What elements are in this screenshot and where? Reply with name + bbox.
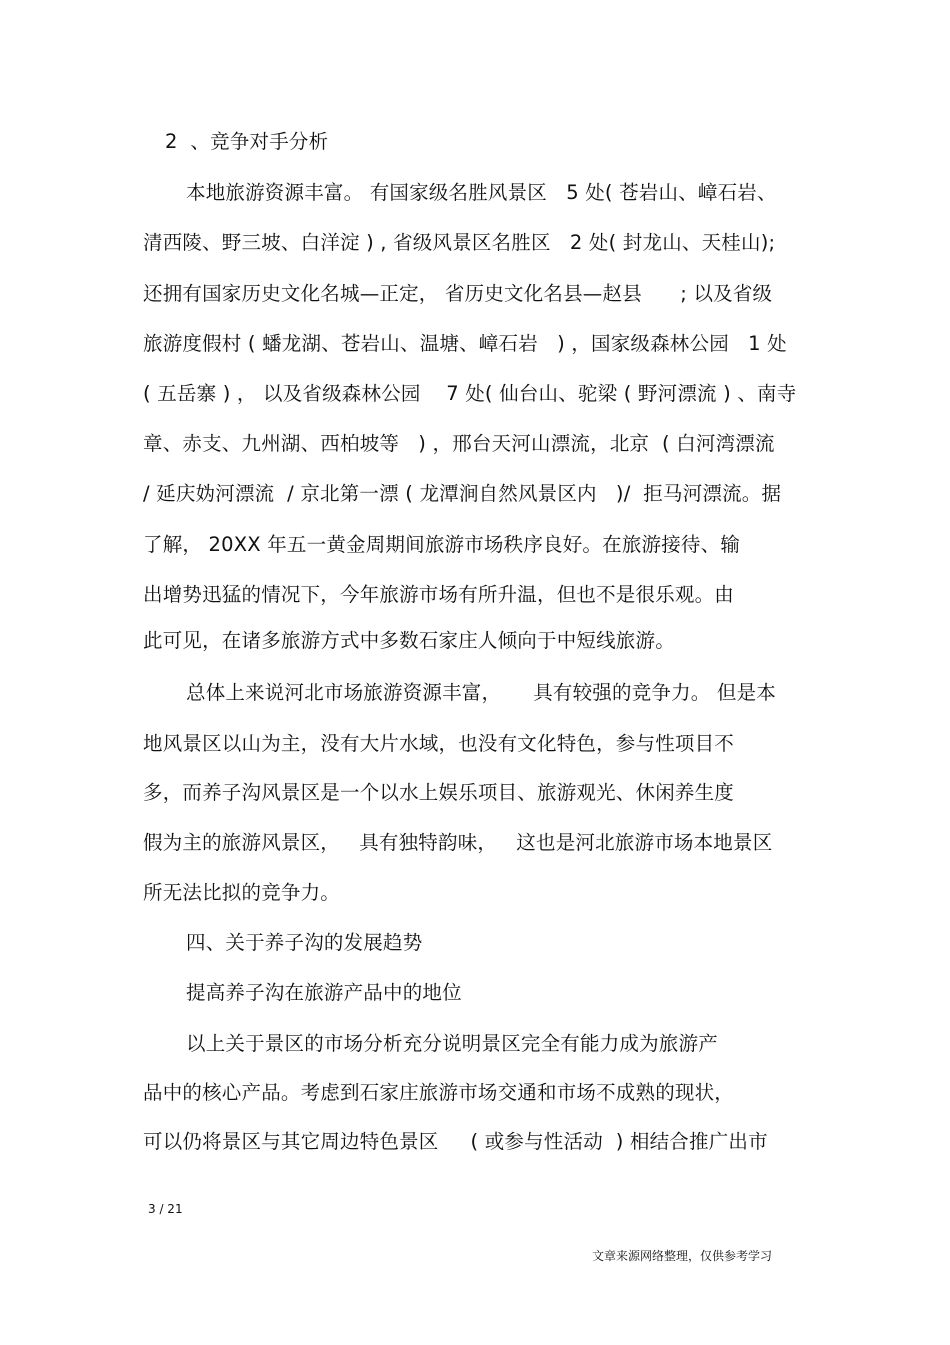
paragraph-line: 地风景区以山为主，没有大片水域，也没有文化特色，参与性项目不	[143, 732, 735, 755]
footer-note: 文章来源网络整理，仅供参考学习	[592, 1249, 773, 1263]
paragraph-line: 章、赤支、九州湖、西柏坡等 ) ，邢台天河山漂流，北京 ( 白河湾漂流	[143, 432, 775, 455]
section-heading-competitor-analysis: 2 、竞争对手分析	[165, 130, 329, 153]
paragraph-line: / 延庆妫河漂流 / 京北第一漂 ( 龙潭涧自然风景区内 )/ 拒马河漂流。据	[143, 482, 782, 505]
paragraph-line: 多，而养子沟风景区是一个以水上娱乐项目、旅游观光、休闲养生度	[143, 781, 735, 804]
paragraph-line: 总体上来说河北市场旅游资源丰富， 具有较强的竞争力。 但是本	[186, 681, 776, 704]
section-heading-development-trend: 四、关于养子沟的发展趋势	[186, 931, 423, 954]
paragraph-line: 出增势迅猛的情况下，今年旅游市场有所升温，但也不是很乐观。由	[143, 583, 735, 606]
paragraph-line: 所无法比拟的竞争力。	[143, 881, 341, 904]
paragraph-line: 可以仍将景区与其它周边特色景区 ( 或参与性活动 ) 相结合推广出市	[143, 1130, 768, 1153]
page-number: 3 / 21	[148, 1202, 183, 1216]
paragraph-line: 此可见，在诸多旅游方式中多数石家庄人倾向于中短线旅游。	[143, 629, 675, 652]
paragraph-line: 假为主的旅游风景区， 具有独特韵味， 这也是河北旅游市场本地景区	[143, 831, 773, 854]
paragraph-line: 以上关于景区的市场分析充分说明景区完全有能力成为旅游产	[186, 1032, 718, 1055]
paragraph-line: 本地旅游资源丰富。 有国家级名胜风景区 5 处( 苍岩山、嶂石岩、	[186, 181, 777, 204]
subheading-product-position: 提高养子沟在旅游产品中的地位	[186, 981, 462, 1004]
paragraph-line: ( 五岳寨 ) ， 以及省级森林公园 7 处( 仙台山、驼梁 ( 野河漂流 ) 、南寺	[143, 382, 797, 405]
paragraph-line: 旅游度假村 ( 蟠龙湖、苍岩山、温塘、嶂石岩 ) ，国家级森林公园 1 处	[143, 332, 787, 355]
paragraph-line: 清西陵、野三坡、白洋淀 ) , 省级风景区名胜区 2 处( 封龙山、天桂山);	[143, 231, 776, 254]
paragraph-line: 品中的核心产品。考虑到石家庄旅游市场交通和市场不成熟的现状，	[143, 1081, 735, 1104]
paragraph-line: 了解， 20XX 年五一黄金周期间旅游市场秩序良好。在旅游接待、输	[143, 533, 741, 556]
paragraph-line: 还拥有国家历史文化名城—正定， 省历史文化名县—赵县 ; 以及省级	[143, 282, 773, 305]
